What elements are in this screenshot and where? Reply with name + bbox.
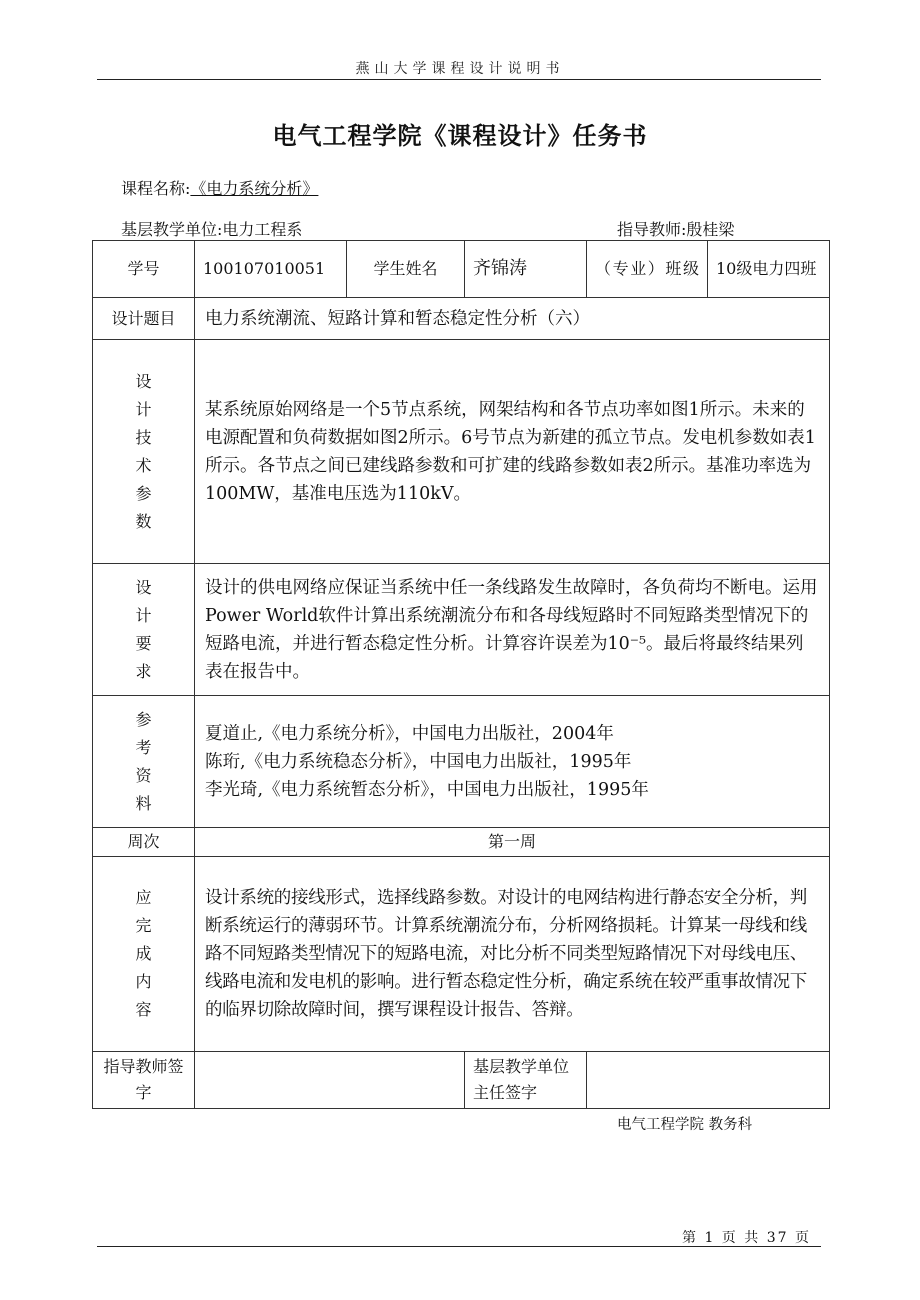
table-row xyxy=(93,1052,830,1109)
student-id-value: 100107010051 xyxy=(195,241,347,298)
references-label: 参 考 资 料 xyxy=(93,696,195,828)
table-row xyxy=(93,857,830,1052)
design-requirements-label: 设 计 要 求 xyxy=(93,564,195,696)
references-list xyxy=(195,696,830,828)
course-name-label: 课程名称: xyxy=(121,179,191,198)
student-name-value: 齐锦涛 xyxy=(465,241,587,298)
reference-item: 李光琦,《电力系统暂态分析》，中国电力出版社，1995年 xyxy=(205,779,649,800)
unit-head-signature-field xyxy=(587,1052,830,1109)
tech-params-text: 某系统原始网络是一个5节点系统，网架结构和各节点功率如图1所示。未来的电源配置和负荷数据如图2所示。6号节点为新建的孤立节点。发电机参数如表1所示。各节点之间已建线路参数和可扩建的线路参数如表2所示。基准功率选为100MW，基准电压选为110kV。 xyxy=(195,340,830,564)
tasks-label: 应 完 成 内 容 xyxy=(93,857,195,1052)
week-value: 第一周 xyxy=(195,828,830,857)
table-row xyxy=(93,340,830,564)
reference-item: 夏道止,《电力系统分析》，中国电力出版社，2004年 xyxy=(205,723,614,744)
class-label: （专业）班级 xyxy=(587,241,708,298)
week-label: 周次 xyxy=(93,828,195,857)
task-table xyxy=(92,240,830,1109)
document-title: 电气工程学院《课程设计》任务书 xyxy=(272,121,648,150)
table-row xyxy=(93,696,830,828)
advisor-signature-label: 指导教师签字 xyxy=(93,1052,195,1109)
teaching-unit-value: 电力工程系 xyxy=(222,220,303,239)
advisor-label: 指导教师: xyxy=(617,220,687,239)
course-name-line xyxy=(121,176,318,199)
unit-head-signature-label: 基层教学单位主任签字 xyxy=(465,1052,587,1109)
course-name-value: 《电力系统分析》 xyxy=(190,179,319,198)
design-requirements-text: 设计的供电网络应保证当系统中任一条线路发生故障时，各负荷均不断电。运用Power World软件计算出系统潮流分布和各母线短路时不同短路类型情况下的短路电流，并进行暂态稳定性分析。计算容许误差为10⁻⁵。最后将最终结果列表在报告中。 xyxy=(195,564,830,696)
tasks-text: 设计系统的接线形式，选择线路参数。对设计的电网结构进行静态安全分析，判断系统运行的薄弱环节。计算系统潮流分布，分析网络损耗。计算某一母线和线路不同短路类型情况下的短路电流，对比分析不同类型短路情况下对母线电压、线路电流和发电机的影响。进行暂态稳定性分析，确定系统在较严重事故情况下的临界切除故障时间，撰写课程设计报告、答辩。 xyxy=(195,857,830,1052)
table-row xyxy=(93,298,830,340)
header-rule xyxy=(97,79,821,80)
student-name-label: 学生姓名 xyxy=(347,241,465,298)
running-header: 燕山大学课程设计说明书 xyxy=(355,61,565,77)
design-topic-label: 设计题目 xyxy=(93,298,195,340)
teaching-unit-line xyxy=(121,217,302,240)
table-row xyxy=(93,241,830,298)
department-footer: 电气工程学院 教务科 xyxy=(617,1117,753,1133)
table-row xyxy=(93,828,830,857)
design-topic-value: 电力系统潮流、短路计算和暂态稳定性分析（六） xyxy=(195,298,830,340)
class-value: 10级电力四班 xyxy=(708,241,830,298)
advisor-value: 殷桂梁 xyxy=(686,220,735,239)
tech-params-label: 设 计 技 术 参 数 xyxy=(93,340,195,564)
page-number: 第 1 页 共 37 页 xyxy=(682,1230,811,1246)
teaching-unit-label: 基层教学单位: xyxy=(121,220,223,239)
student-id-label: 学号 xyxy=(93,241,195,298)
footer-rule xyxy=(97,1246,821,1247)
reference-item: 陈珩,《电力系统稳态分析》，中国电力出版社，1995年 xyxy=(205,751,632,772)
advisor-line xyxy=(617,217,734,240)
advisor-signature-field xyxy=(195,1052,465,1109)
table-row xyxy=(93,564,830,696)
